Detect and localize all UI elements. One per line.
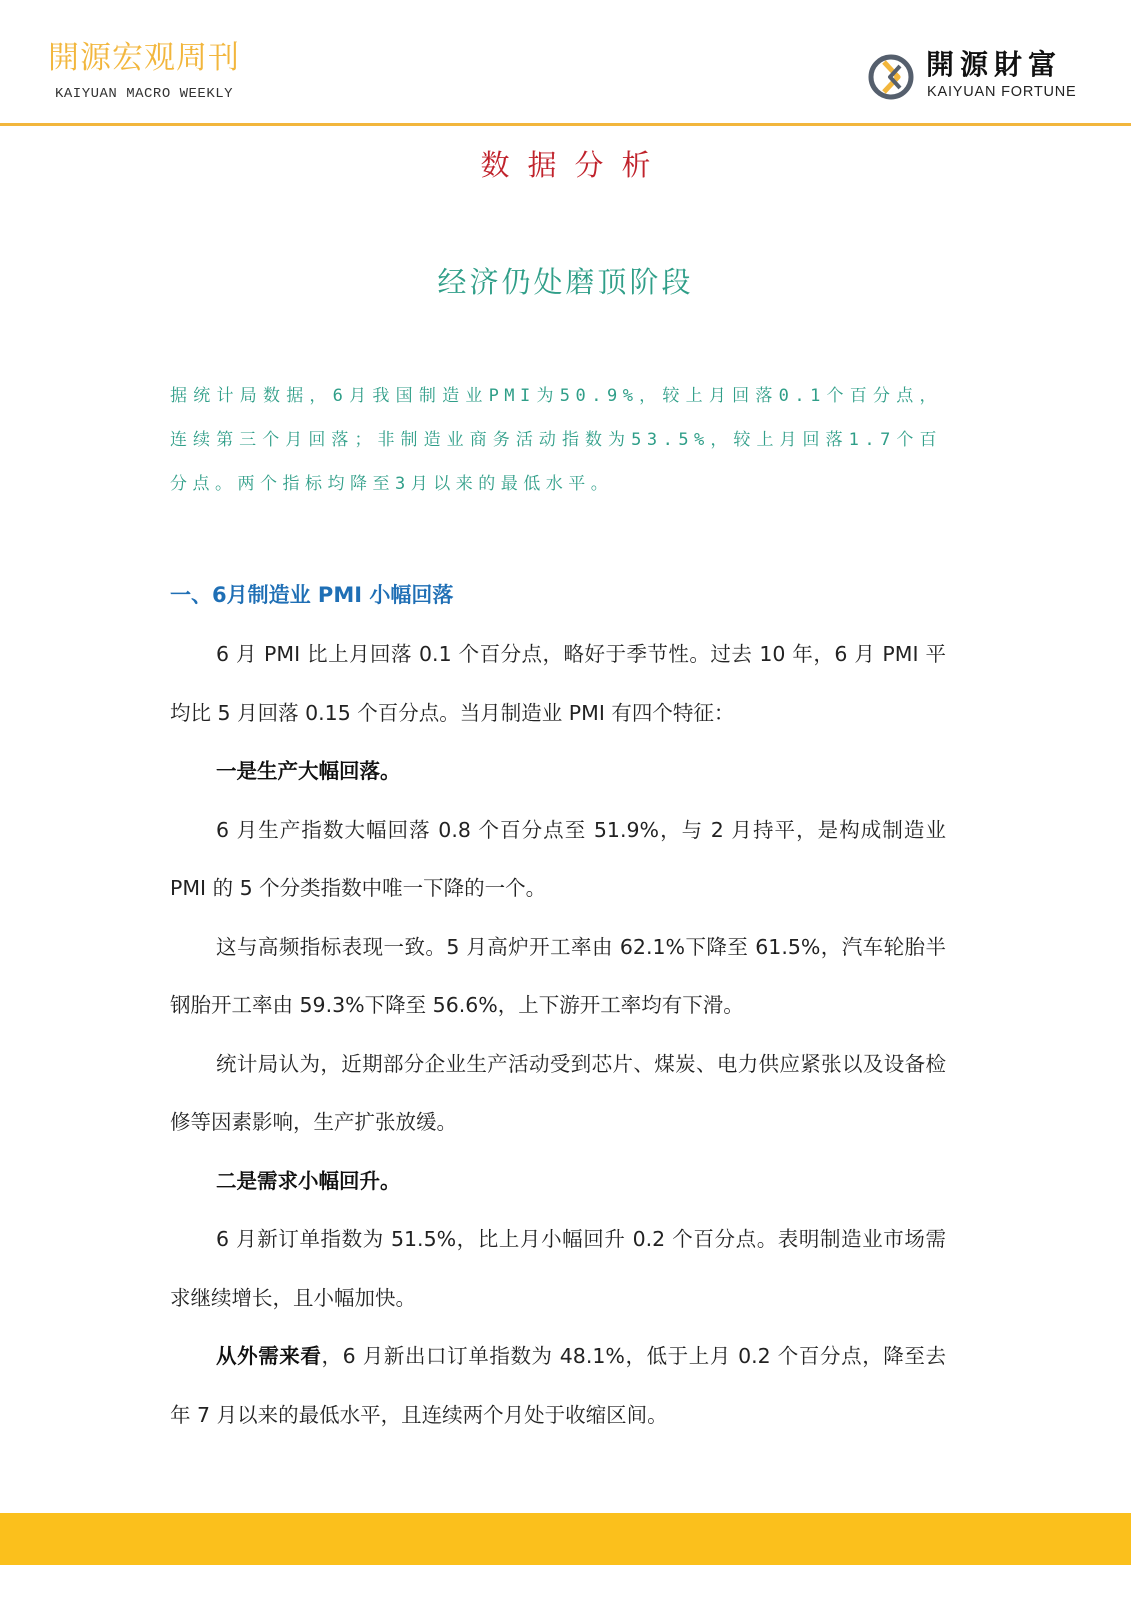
body-paragraph: 统计局认为，近期部分企业生产活动受到芯片、煤炭、电力供应紧张以及设备检修等因素影响，生产扩张放缓。 bbox=[170, 1051, 946, 1134]
body-paragraph bbox=[170, 1327, 946, 1444]
article-body bbox=[170, 625, 946, 1444]
publication-subtitle: KAIYUAN MACRO WEEKLY bbox=[55, 86, 234, 102]
section-heading: 一、6月制造业 PMI 小幅回落 bbox=[170, 583, 454, 607]
subheading-text: 二是需求小幅回升。 bbox=[216, 1168, 401, 1193]
section-label: 数据分析 bbox=[480, 148, 669, 182]
body-subheading bbox=[170, 1152, 946, 1211]
article-title: 经济仍处磨顶阶段 bbox=[437, 265, 694, 299]
abstract: 据统计局数据，6月我国制造业PMI为50.9%，较上月回落0.1个百分点，连续第三个月回落；非制造业商务活动指数为53.5%，较上月回落1.7个百分点。两个指标均降至3月以来的最低水平。 bbox=[170, 386, 942, 494]
header-divider bbox=[0, 123, 1131, 126]
paragraph-text: ，6 月新出口订单指数为 48.1%，低于上月 0.2 个百分点，降至去年 7 月以来的最低水平，且连续两个月处于收缩区间。 bbox=[170, 1344, 946, 1427]
brand-name-cn: 開源財富 bbox=[926, 48, 1063, 81]
kaiyuan-fortune-logo-icon bbox=[866, 52, 916, 102]
body-subheading bbox=[170, 742, 946, 801]
footer-bar bbox=[0, 1513, 1131, 1565]
body-paragraph: 6 月 PMI 比上月回落 0.1 个百分点，略好于季节性。过去 10 年，6 月 PMI 平均比 5 月回落 0.15 个百分点。当月制造业 PMI 有四个特征： bbox=[170, 642, 946, 725]
body-paragraph: 6 月生产指数大幅回落 0.8 个百分点至 51.9%，与 2 月持平，是构成制造业 PMI 的 5 个分类指数中唯一下降的一个。 bbox=[170, 817, 946, 900]
body-paragraph: 这与高频指标表现一致。5 月高炉开工率由 62.1%下降至 61.5%，汽车轮胎半钢胎开工率由 59.3%下降至 56.6%，上下游开工率均有下滑。 bbox=[170, 934, 946, 1017]
brand-name-en: KAIYUAN FORTUNE bbox=[927, 84, 1077, 100]
subheading-text: 一是生产大幅回落。 bbox=[216, 759, 401, 783]
page-header bbox=[0, 0, 1131, 124]
body-paragraph: 6 月新订单指数为 51.5%，比上月小幅回升 0.2 个百分点。表明制造业市场需求继续增长，且小幅加快。 bbox=[170, 1227, 946, 1310]
publication-title: 開源宏观周刊 bbox=[48, 40, 240, 76]
emphasis-text: 从外需来看 bbox=[216, 1344, 322, 1368]
